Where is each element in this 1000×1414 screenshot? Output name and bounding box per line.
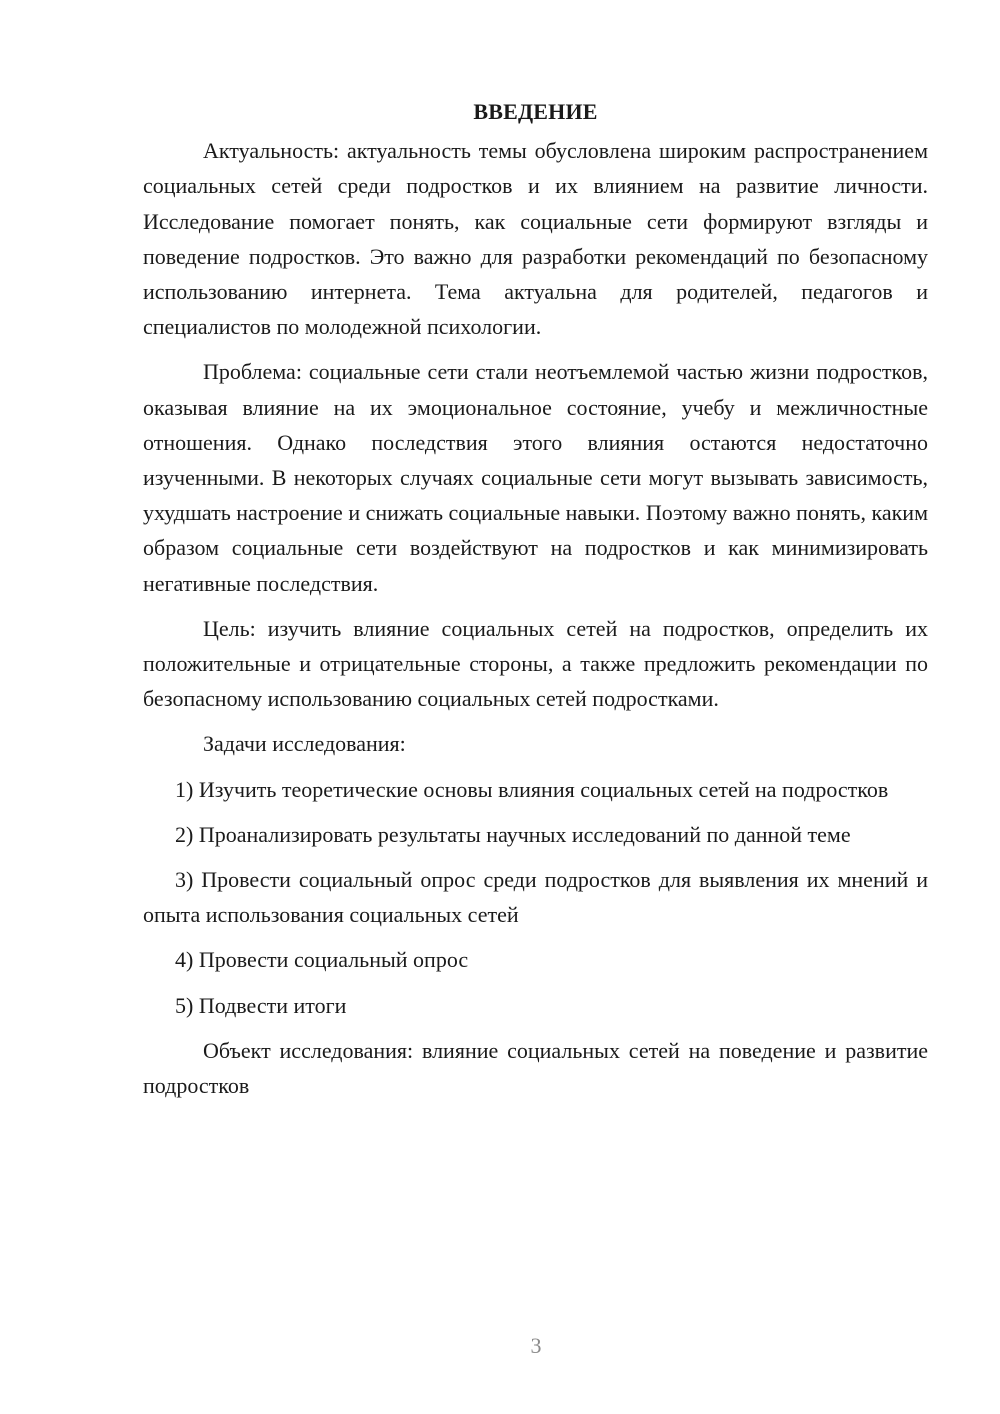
task-item: 4) Провести социальный опрос [175, 947, 469, 973]
tasks-heading: Задачи исследования: [203, 731, 406, 757]
task-item: 5) Подвести итоги [175, 992, 347, 1018]
paragraph-object: Объект исследования: влияние социальных сетей на поведение и развитие подростков [143, 1037, 928, 1099]
paragraph-goal: Цель: изучить влияние социальных сетей на подростков, определить их положительные и отрицательные стороны, а также предложить рекомендации по безопасному использованию социальных сетей подростками. [143, 615, 928, 712]
page-title: ВВЕДЕНИЕ [473, 99, 598, 124]
paragraph-relevance: Актуальность: актуальность темы обусловлена широким распространением социальных сетей среди подростков и их влиянием на развитие личности. Исследование помогает понять, как социальные сети формируют взгляды и поведение подростков. Это важно для разработки рекомендаций по безопасному использованию интернета. Тема актуальна для родителей, педагогов и специалистов по молодежной психологии. [143, 138, 928, 340]
task-item: 2) Проанализировать результаты научных исследований по данной теме [175, 821, 851, 847]
paragraph-problem: Проблема: социальные сети стали неотъемлемой частью жизни подростков, оказывая влияние на их эмоциональное состояние, учебу и межличностные отношения. Однако последствия этого влияния остаются недостаточно изученными. В некоторых случаях социальные сети могут вызывать зависимость, ухудшать настроение и снижать социальные навыки. Поэтому важно понять, каким образом социальные сети воздействуют на подростков и как минимизировать негативные последствия. [143, 359, 928, 596]
task-item: 1) Изучить теоретические основы влияния социальных сетей на подростков [175, 776, 889, 802]
page-number: 3 [530, 1333, 542, 1358]
document-body [143, 94, 928, 1103]
task-item: 3) Провести социальный опрос среди подростков для выявления их мнений и опыта использования социальных сетей [143, 867, 928, 928]
